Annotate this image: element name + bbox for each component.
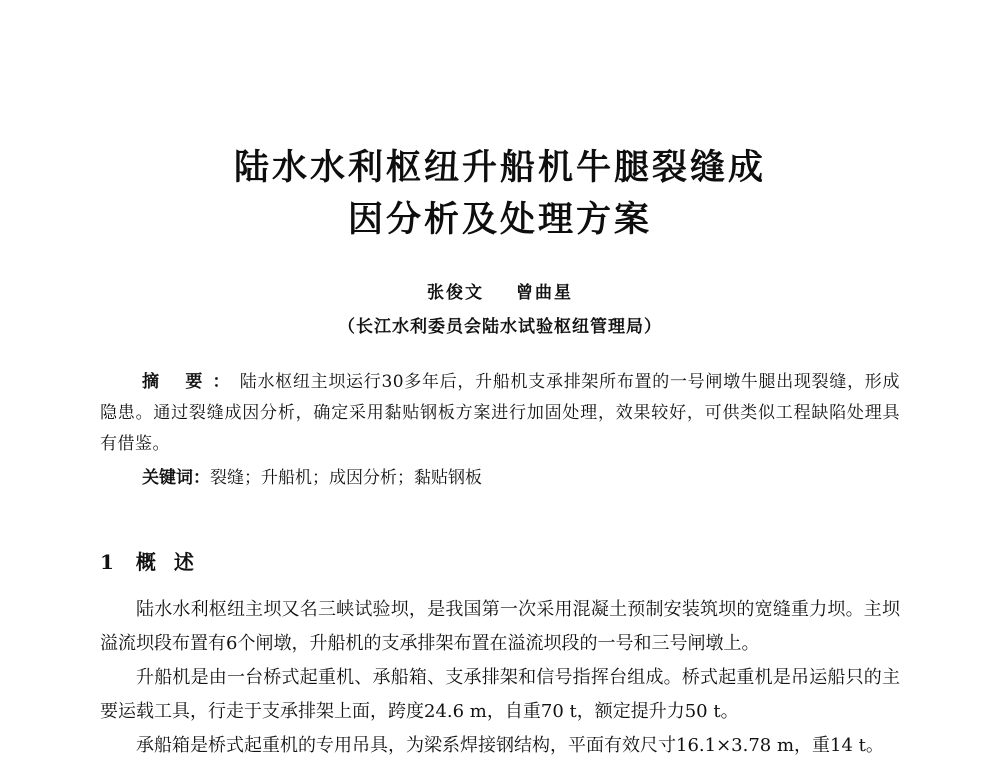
section-heading bbox=[100, 546, 212, 575]
body-text bbox=[100, 593, 900, 763]
author-name: 曾曲星 bbox=[515, 283, 573, 303]
paper-title-line-2: 因分析及处理方案 bbox=[347, 200, 652, 240]
paper-title-line-1: 陆水水利枢纽升船机牛腿裂缝成 bbox=[233, 148, 766, 188]
abstract-label: 摘 要： bbox=[142, 372, 240, 392]
section-title: 概述 bbox=[135, 550, 212, 574]
keywords-label: 关键词： bbox=[142, 468, 210, 488]
body-paragraph: 升船机是由一台桥式起重机、承船箱、支承排架和信号指挥台组成。桥式起重机是吊运船只的主要运载工具，行走于支承排架上面，跨度24.6 m，自重70 t，额定提升力50 t。 bbox=[100, 667, 900, 722]
author-name: 张俊文 bbox=[427, 283, 485, 303]
author-list bbox=[0, 278, 1000, 303]
abstract-block bbox=[100, 367, 900, 460]
author-affiliation: （长江水利委员会陆水试验枢纽管理局） bbox=[338, 317, 662, 337]
body-paragraph: 承船箱是桥式起重机的专用吊具，为梁系焊接钢结构，平面有效尺寸16.1×3.78 m，重14 t。 bbox=[136, 735, 884, 756]
keywords-block bbox=[142, 463, 482, 488]
abstract-text: 陆水枢纽主坝运行30多年后，升船机支承排架所布置的一号闸墩牛腿出现裂缝，形成隐患。通过裂缝成因分析，确定采用黏贴钢板方案进行加固处理，效果较好，可供类似工程缺陷处理具有借鉴。 bbox=[100, 372, 900, 454]
section-number: 1 bbox=[100, 550, 114, 574]
keywords-text: 裂缝；升船机；成因分析；黏贴钢板 bbox=[210, 468, 482, 488]
body-paragraph: 陆水水利枢纽主坝又名三峡试验坝，是我国第一次采用混凝土预制安装筑坝的宽缝重力坝。主坝溢流坝段布置有6个闸墩，升船机的支承排架布置在溢流坝段的一号和三号闸墩上。 bbox=[100, 599, 900, 654]
